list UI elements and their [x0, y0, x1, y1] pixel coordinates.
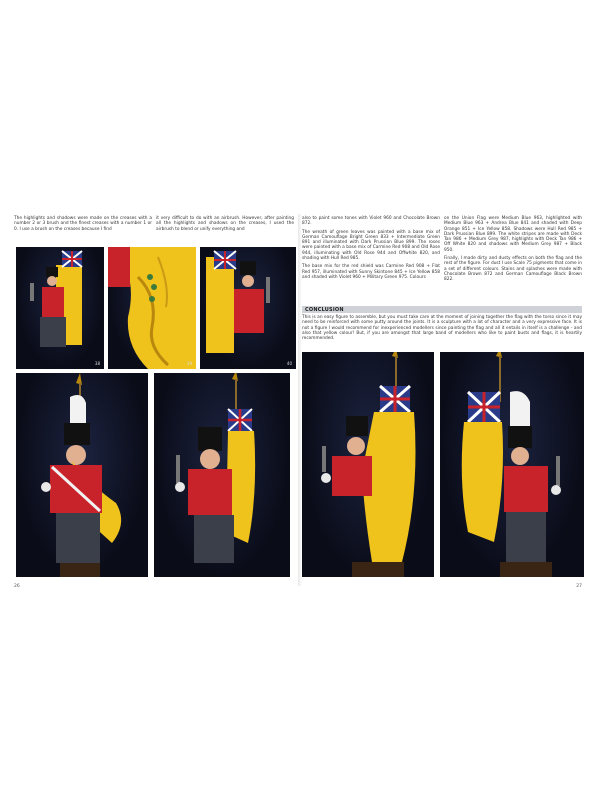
right-page-col2	[444, 216, 582, 283]
conclusion-text: This is an easy figure to assemble, but you must take care at the moment of joining together the flag with the torso since it may need to be reinforced with some putty around the joints. It is a sculpture with a lot of character and a very expressive face. It is not a figure I would recommend for inexperienced modellers since painting the flag and all it entails in itself is a challenge - and also that yellow colour! But, if you are amongst that large band of modellers who like to paint busts and flags, it is heartily recommended.	[302, 315, 582, 342]
left-page	[14, 214, 298, 589]
figure-photo-39	[108, 247, 196, 369]
paragraph-finishing: Finally, I made dirty and dusty effects on both the flag and the rest of the figure. For dust I use Scale 75 pigments that come in a set of different colours. Stains and splashes were made with Chocolate Brown 872 and German Camouflage Black Brown 822.	[444, 256, 582, 283]
figure-number-38: 38	[94, 361, 100, 366]
paragraph-union-flag: on the Union Flag were Medium Blue 963, highlighted with Medium Blue 963 + Andrea Blue 841 and shaded with Deep Orange 851 + Ice Yellow 858. Shadows were Hull Red 985 + Dark Prussian Blue 899. The white stripes are made with Deck Tan 986 + Medium Grey 987, highlights with Deck Tan 986 + Off White 820 and shadows with Medium Grey 987 + Black 950.	[444, 216, 582, 253]
figure-photo-38	[16, 247, 104, 369]
figure-number-40: 40	[286, 361, 292, 366]
figure-photo-flag-side	[302, 352, 434, 577]
paragraph-final-tones: also to paint some tones with Violet 960 and Chocolate Brown 872.	[302, 216, 440, 227]
paragraph-wreath: The wreath of green leaves was painted with a base mix of German Camouflage Bright Green 833 + Intermediate Green 891 and illuminated with Dark Prussian Blue 899. The roses were painted with a base mix of Carmine Red 908 and Old Rose 944, illuminating with Old Rose 944 and Offwhite 820, and shading with Hull Red 985.	[302, 229, 440, 262]
conclusion-heading-bar	[302, 306, 582, 313]
paragraph-shield: The base mix for the red shield was Carmine Red 908 + Flat Red 957, illuminated with Sunny Skintone 845 + Ice Yellow 858 and shaded with Violet 960 + Military Green 975. Colours	[302, 264, 440, 280]
figure-photo-40	[200, 247, 296, 369]
left-page-col2-text: it very difficult to do with an airbrush. However, after painting all the highlights and shadows on the creases, I used the airbrush to blend or unify everything and	[156, 216, 294, 232]
page-number-left: 26	[14, 584, 20, 589]
left-page-col1-text: The highlights and shadows were made on the creases with a number 2 or 3 brush and the finest creases with a number 1 or 0. I use a brush on the creases because I find	[14, 216, 152, 232]
figure-photo-front	[16, 373, 148, 577]
figure-photo-rear	[440, 352, 584, 577]
right-page	[302, 214, 586, 589]
figure-number-39: 39	[186, 361, 192, 366]
figure-photo-quarter	[154, 373, 290, 577]
conclusion-heading: CONCLUSION	[305, 307, 344, 313]
magazine-spread	[14, 214, 586, 589]
right-page-col1	[302, 216, 440, 280]
page-number-right: 27	[576, 584, 582, 589]
